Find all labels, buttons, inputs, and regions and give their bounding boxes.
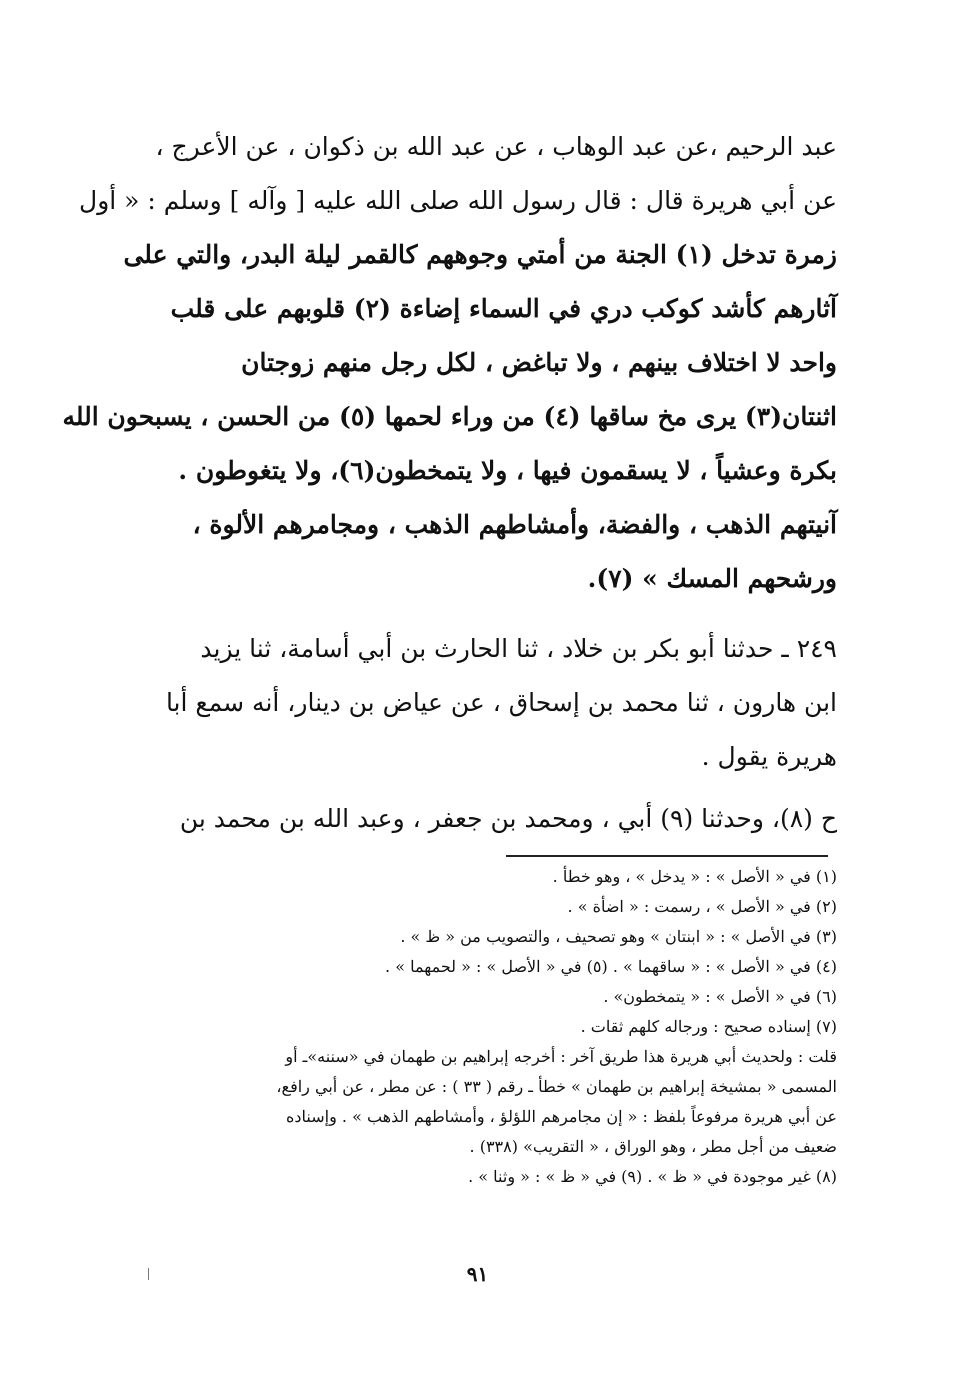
margin-mark xyxy=(148,1268,149,1280)
main-line: زمرة تدخل (١) الجنة من أمتي وجوههم كالقمر ليلة البدر، والتي على xyxy=(123,240,837,269)
footnote: ضعيف من أجل مطر ، وهو الوراق ، « التقريب» (٣٣٨) . xyxy=(469,1137,837,1156)
hadith-block xyxy=(137,622,837,784)
main-line: بكرة وعشياً ، لا يسقمون فيها ، ولا يتمخطون(٦)، ولا يتغوطون . xyxy=(178,456,837,485)
main-line: ورشحهم المسك » (٧). xyxy=(587,564,837,593)
footnote: (٨) غير موجودة في « ظ » . (٩) في « ظ » : « وثنا » . xyxy=(468,1167,837,1186)
hadith-line: ابن هارون ، ثنا محمد بن إسحاق ، عن عياض بن دينار، أنه سمع أبا xyxy=(165,688,837,717)
main-line: عبد الرحيم ،عن عبد الوهاب ، عن عبد الله بن ذكوان ، عن الأعرج ، xyxy=(155,132,837,161)
footnote: (٣) في الأصل » : « ابنتان » وهو تصحيف ، والتصويب من « ظ » . xyxy=(400,927,837,946)
footnote: (١) في « الأصل » : « يدخل » ، وهو خطأ . xyxy=(552,867,837,886)
hadith-line: ٢٤٩ ـ حدثنا أبو بكر بن خلاد ، ثنا الحارث بن أبي أسامة، ثنا يزيد xyxy=(200,634,837,663)
main-line: آثارهم كأشد كوكب دري في السماء إضاءة (٢) قلوبهم على قلب xyxy=(170,294,837,323)
footnote-separator xyxy=(506,855,828,857)
footnote: (٤) في « الأصل » : « ساقهما » . (٥) في « الأصل » : « لحمهما » . xyxy=(385,957,837,976)
footnote: قلت : ولحديث أبي هريرة هذا طريق آخر : أخرجه إبراهيم بن طهمان في «سننه»ـ أو xyxy=(285,1047,837,1066)
footnote: (٢) في « الأصل » ، رسمت : « اضأة » . xyxy=(567,897,837,916)
footnotes-block xyxy=(117,862,837,1192)
ha-line: ح (٨)، وحدثنا (٩) أبي ، ومحمد بن جعفر ، وعبد الله بن محمد بن xyxy=(179,804,837,833)
footnote: (٦) في « الأصل » : « يتمخطون» . xyxy=(603,987,837,1006)
footnote: (٧) إسناده صحيح : ورجاله كلهم ثقات . xyxy=(580,1017,837,1036)
main-line: آنيتهم الذهب ، والفضة، وأمشاطهم الذهب ، ومجامرهم الألوة ، xyxy=(192,510,837,539)
hadith-line: هريرة يقول . xyxy=(701,742,837,771)
main-line: اثنتان(٣) يرى مخ ساقها (٤) من وراء لحمها (٥) من الحسن ، يسبحون الله xyxy=(62,402,837,431)
main-line: واحد لا اختلاف بينهم ، ولا تباغض ، لكل رجل منهم زوجتان xyxy=(241,348,837,377)
main-text-block xyxy=(62,120,837,606)
footnote: المسمى « بمشيخة إبراهيم بن طهمان » خطأ ـ رقم ( ٣٣ ) : عن مطر ، عن أبي رافع، xyxy=(276,1077,837,1096)
page-number: ٩١ xyxy=(466,1262,489,1286)
footnote: عن أبي هريرة مرفوعاً بلفظ : « إن مجامرهم اللؤلؤ ، وأمشاطهم الذهب » . وإسناده xyxy=(286,1107,837,1126)
ha-block xyxy=(137,792,837,846)
main-line: عن أبي هريرة قال : قال رسول الله صلى الله عليه [ وآله ] وسلم : « أول xyxy=(79,186,837,215)
